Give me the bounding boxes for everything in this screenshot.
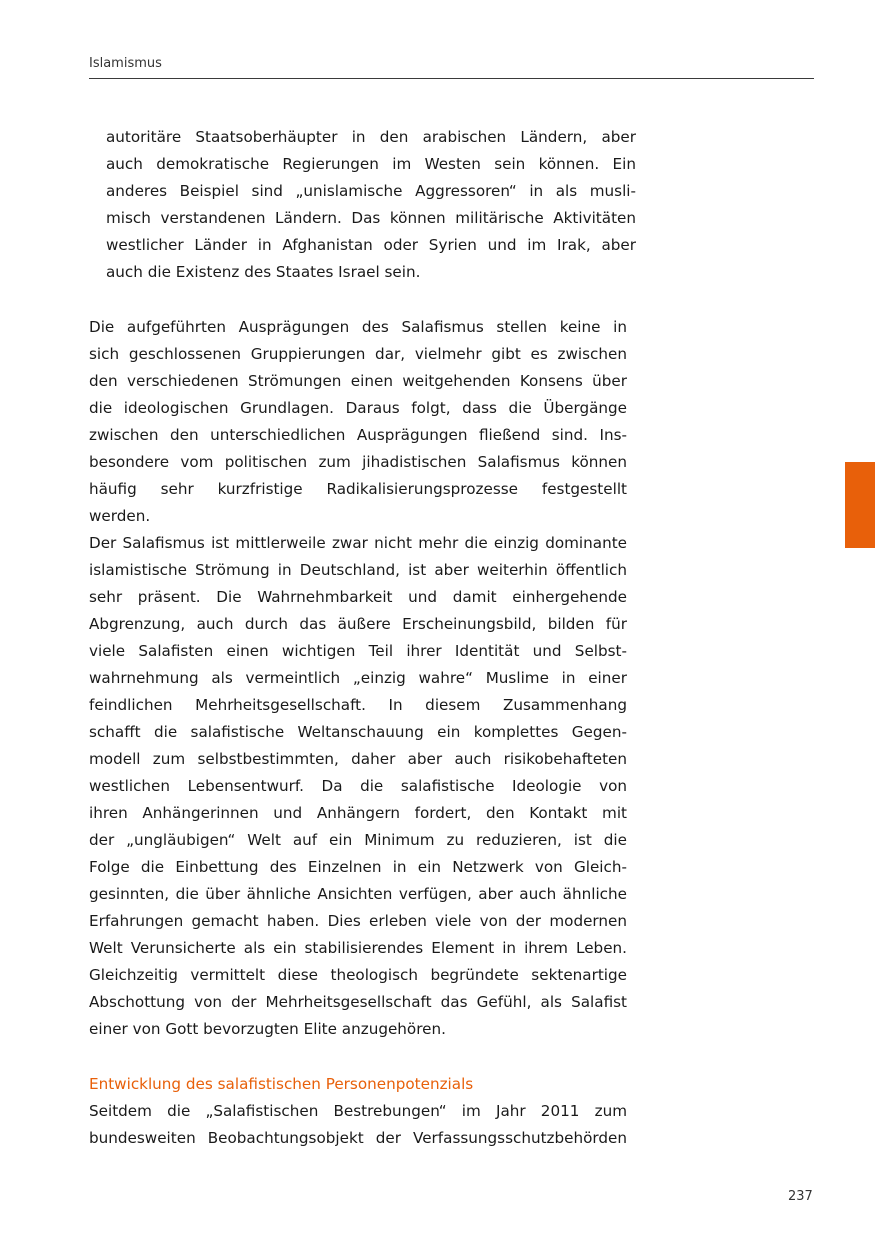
text-line: islamistische Strömung in Deutschland, ist aber weiterhin öffentlich <box>89 561 627 579</box>
text-line: den verschiedenen Strömungen einen weitgehenden Konsens über <box>89 372 627 390</box>
text-line: Welt Verunsicherte als ein stabilisierendes Element in ihrem Leben. <box>89 939 627 957</box>
text-line: modell zum selbstbestimmten, daher aber auch risikobehafteten <box>89 750 627 768</box>
text-line: die ideologischen Grundlagen. Daraus folgt, dass die Übergänge <box>89 399 627 417</box>
text-line: Abgrenzung, auch durch das äußere Erscheinungsbild, bilden für <box>89 615 627 633</box>
body-text <box>89 314 627 1043</box>
text-line: auch demokratische Regierungen im Westen sein können. Ein <box>106 155 636 173</box>
text-line: einer von Gott bevorzugten Elite anzugehören. <box>89 1020 446 1038</box>
text-line: auch die Existenz des Staates Israel sein. <box>106 263 421 281</box>
text-line: Seitdem die „Salafistischen Bestrebungen“ im Jahr 2011 zum <box>89 1102 627 1120</box>
text-line: westlicher Länder in Afghanistan oder Syrien und im Irak, aber <box>106 236 636 254</box>
text-line: feindlichen Mehrheitsgesellschaft. In diesem Zusammenhang <box>89 696 627 714</box>
text-line: misch verstandenen Ländern. Das können militärische Aktivitäten <box>106 209 636 227</box>
text-line: anderes Beispiel sind „unislamische Aggressoren“ in als musli- <box>106 182 636 200</box>
text-line: zwischen den unterschiedlichen Ausprägungen fließend sind. Ins- <box>89 426 627 444</box>
section-text <box>89 1098 627 1152</box>
section-heading: Entwicklung des salafistischen Personenpotenzials <box>89 1075 474 1093</box>
text-line: sehr präsent. Die Wahrnehmbarkeit und damit einhergehende <box>89 588 627 606</box>
text-line: sich geschlossenen Gruppierungen dar, vielmehr gibt es zwischen <box>89 345 627 363</box>
chapter-tab-marker <box>845 462 875 548</box>
text-line: Der Salafismus ist mittlerweile zwar nicht mehr die einzig dominante <box>89 534 627 552</box>
header-rule <box>89 78 814 79</box>
running-title: Islamismus <box>89 56 162 71</box>
text-line: besondere vom politischen zum jihadistischen Salafismus können <box>89 453 627 471</box>
text-line: Folge die Einbettung des Einzelnen in ein Netzwerk von Gleich- <box>89 858 627 876</box>
text-line: Gleichzeitig vermittelt diese theologisch begründete sektenartige <box>89 966 627 984</box>
text-line: schafft die salafistische Weltanschauung ein komplettes Gegen- <box>89 723 627 741</box>
text-line: gesinnten, die über ähnliche Ansichten verfügen, aber auch ähnliche <box>89 885 627 903</box>
text-line: autoritäre Staatsoberhäupter in den arabischen Ländern, aber <box>106 128 636 146</box>
text-line: Erfahrungen gemacht haben. Dies erleben viele von der modernen <box>89 912 627 930</box>
text-line: wahrnehmung als vermeintlich „einzig wahre“ Muslime in einer <box>89 669 627 687</box>
text-line: Die aufgeführten Ausprägungen des Salafismus stellen keine in <box>89 318 627 336</box>
text-line: Abschottung von der Mehrheitsgesellschaft das Gefühl, als Salafist <box>89 993 627 1011</box>
indented-paragraph <box>106 124 636 286</box>
text-line: viele Salafisten einen wichtigen Teil ihrer Identität und Selbst- <box>89 642 627 660</box>
text-line: ihren Anhängerinnen und Anhängern fordert, den Kontakt mit <box>89 804 627 822</box>
text-line: westlichen Lebensentwurf. Da die salafistische Ideologie von <box>89 777 627 795</box>
text-line: werden. <box>89 507 151 525</box>
page-number: 237 <box>788 1189 813 1204</box>
text-line: bundesweiten Beobachtungsobjekt der Verfassungsschutzbehörden <box>89 1129 627 1147</box>
text-line: der „ungläubigen“ Welt auf ein Minimum zu reduzieren, ist die <box>89 831 627 849</box>
text-line: häufig sehr kurzfristige Radikalisierungsprozesse festgestellt <box>89 480 627 498</box>
